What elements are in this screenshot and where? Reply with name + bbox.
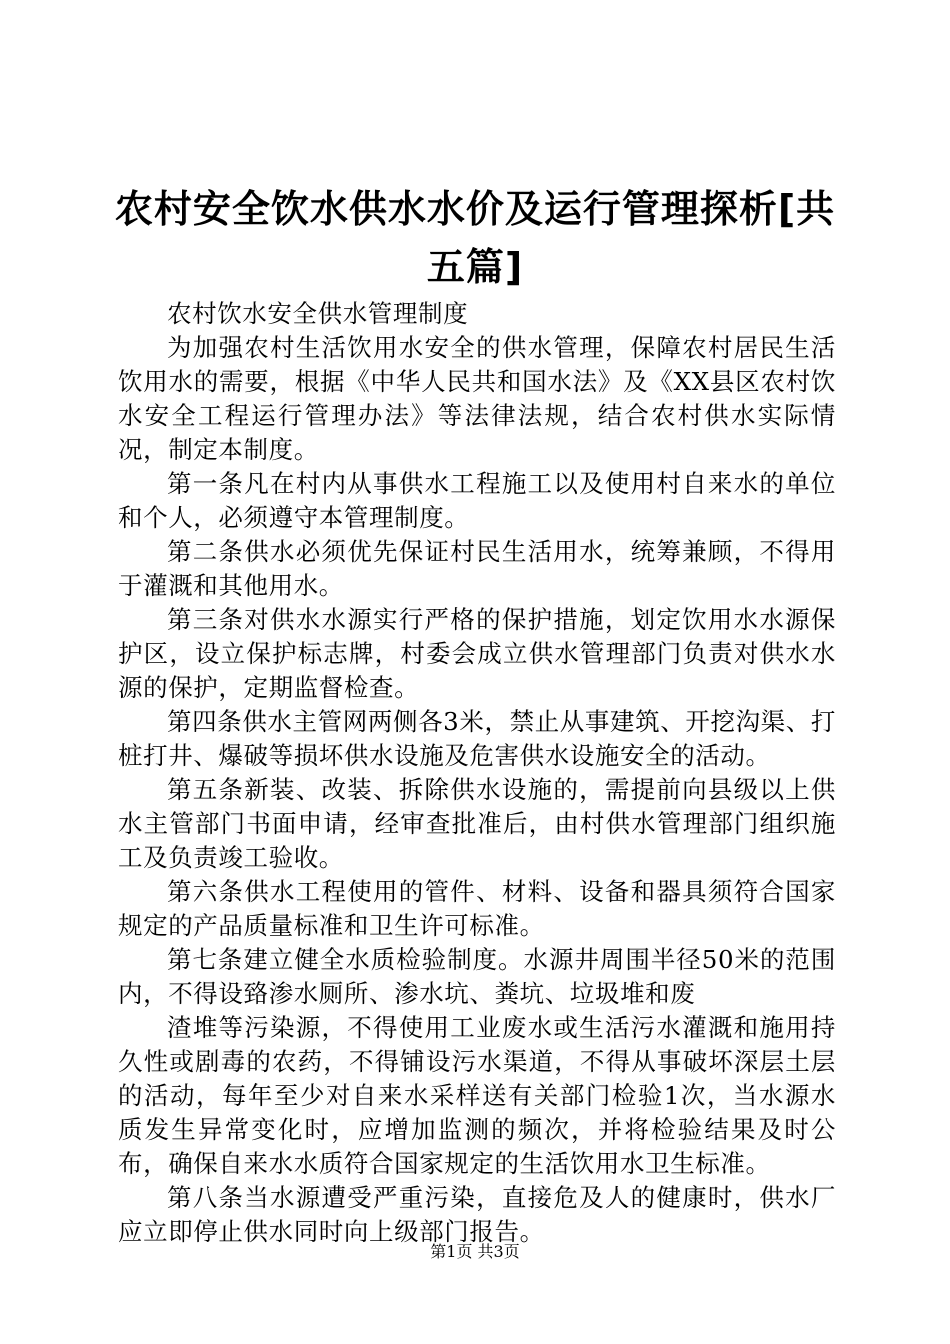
page-footer: 第1页 共3页 <box>430 1242 520 1261</box>
paragraph-article-2: 第二条供水必须优先保证村民生活用水，统筹兼顾，不得用于灌溉和其他用水。 <box>118 537 836 600</box>
paragraph-article-8: 第八条当水源遭受严重污染，直接危及人的健康时，供水厂应立即停止供水同时向上级部门报告。 <box>118 1183 836 1246</box>
paragraph-article-6: 第六条供水工程使用的管件、材料、设备和器具须符合国家规定的产品质量标准和卫生许可标准。 <box>118 877 836 940</box>
document-body <box>118 297 836 1249</box>
document-title: 农村安全饮水供水水价及运行管理探析[共五篇] <box>114 187 836 289</box>
paragraph-article-7: 第七条建立健全水质检验制度。水源井周围半径50米的范围内，不得设臵渗水厕所、渗水坑、粪坑、垃圾堆和废 <box>118 945 836 1008</box>
paragraph-article-5: 第五条新装、改装、拆除供水设施的，需提前向县级以上供水主管部门书面申请，经审查批准后，由村供水管理部门组织施工及负责竣工验收。 <box>118 775 836 872</box>
paragraph-article-1: 第一条凡在村内从事供水工程施工以及使用村自来水的单位和个人，必须遵守本管理制度。 <box>118 469 836 532</box>
paragraph-article-4: 第四条供水主管网两侧各3米，禁止从事建筑、开挖沟渠、打桩打井、爆破等损坏供水设施及危害供水设施安全的活动。 <box>118 707 836 770</box>
section-heading: 农村饮水安全供水管理制度 <box>167 299 469 328</box>
paragraph-intro: 为加强农村生活饮用水安全的供水管理，保障农村居民生活饮用水的需要，根据《中华人民共和国水法》及《XX县区农村饮水安全工程运行管理办法》等法律法规，结合农村供水实际情况，制定本制度。 <box>118 333 836 464</box>
paragraph-article-7-continued: 渣堆等污染源，不得使用工业废水或生活污水灌溉和施用持久性或剧毒的农药，不得铺设污水渠道，不得从事破坏深层土层的活动，每年至少对自来水采样送有关部门检验1次，当水源水质发生异常变化时，应增加监测的频次，并将检验结果及时公布，确保自来水水质符合国家规定的生活饮用水卫生标准。 <box>118 1013 836 1178</box>
paragraph-article-3: 第三条对供水水源实行严格的保护措施，划定饮用水水源保护区，设立保护标志牌，村委会成立供水管理部门负责对供水水源的保护，定期监督检查。 <box>118 605 836 702</box>
